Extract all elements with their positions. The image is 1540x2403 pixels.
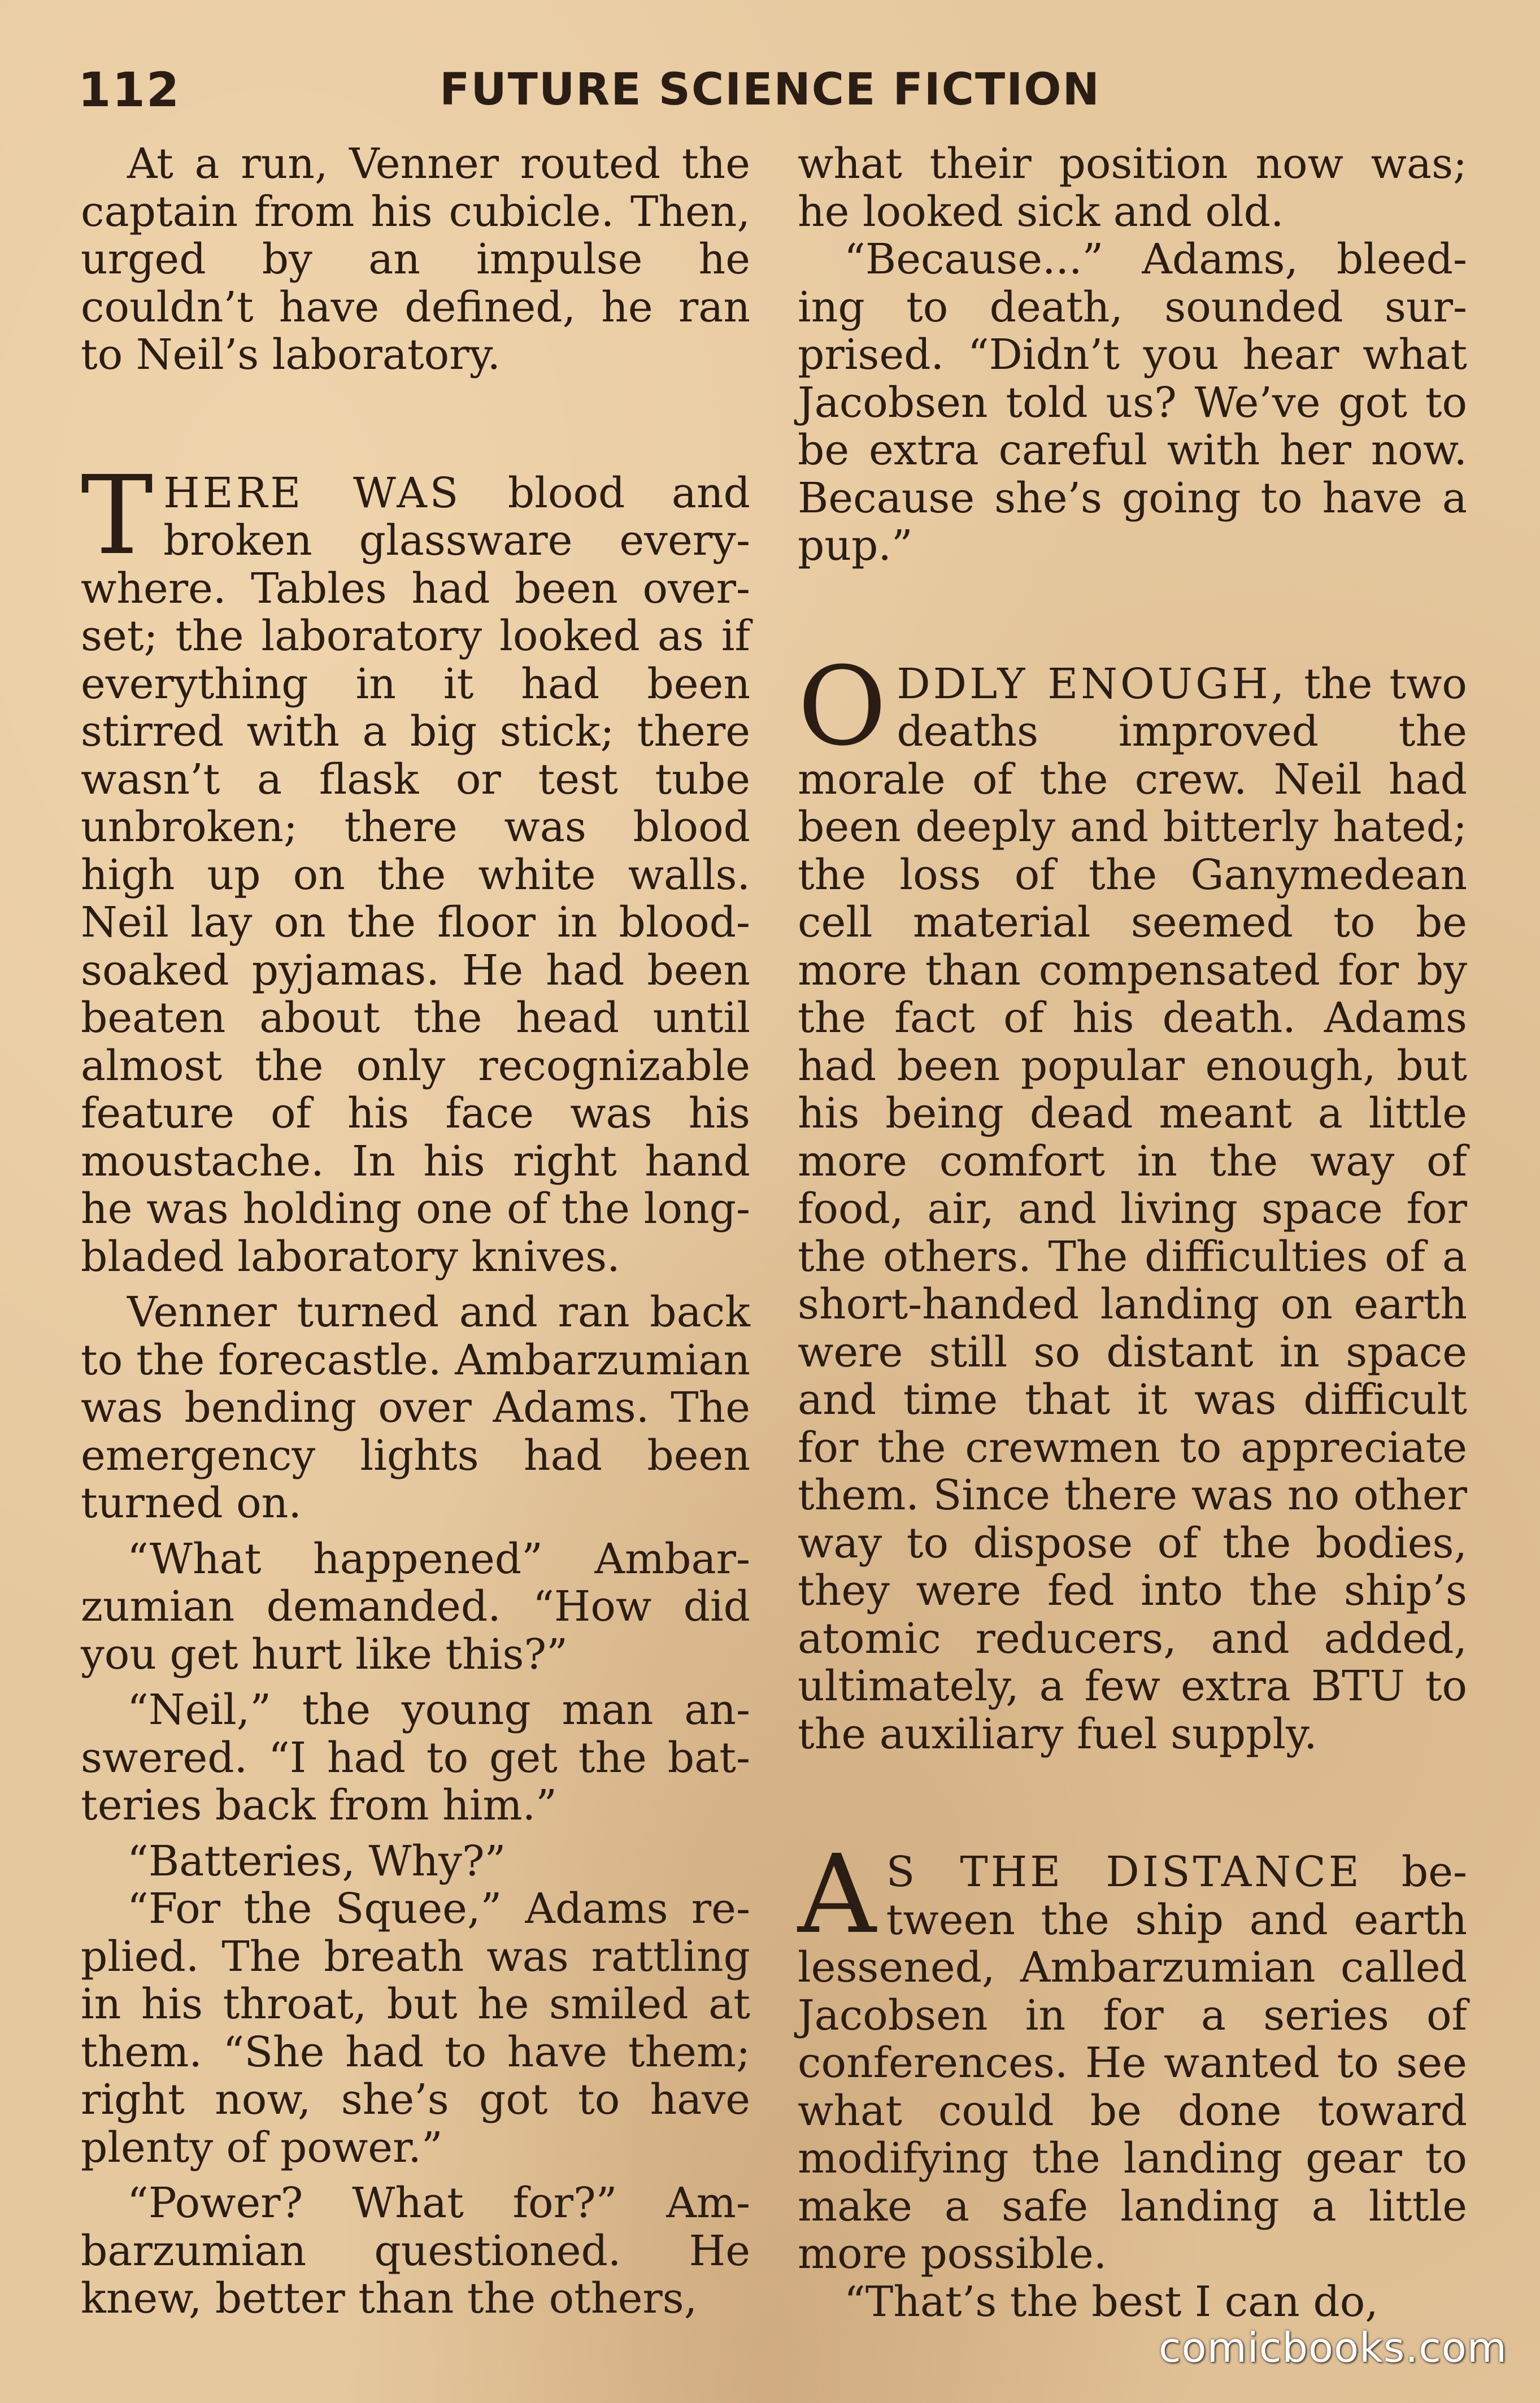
paragraph-text: the two deaths improved the morale of the crew. Neil had been deeply and bitterly hated; the loss of the Ganymedean cell material seemed to be more than compensated for by the fact of his death. Adams had been popular enough, but his being dead meant a little more comfort in the way of food, air, and living space for the others. The difficulties of a short-handed landing on earth were still so distant in space and time that it was difficult for the crewmen to appreciate them. Since there was no other way to dispose of the bodies, they were fed into the ship’s atomic reducers, and added, ultimately, a few extra BTU to the auxiliary fuel supply. xyxy=(798,659,1467,1758)
paragraph: “What happened” Ambarzumian demanded. “How did you get hurt like this?” xyxy=(81,1534,750,1679)
paragraph: “For the Squee,” Adams replied. The breath was rattling in his throat, but he smiled at them. “She had to have them; right now, she’s got to have plenty of power.” xyxy=(81,1884,750,2172)
paragraph: Venner turned and ran back to the forecastle. Ambarzumian was bending over Adams. The emergency lights had been turned on. xyxy=(81,1288,750,1527)
paragraph: At a run, Venner routed the captain from his cubicle. Then, urged by an impulse he couldn’t have defined, he ran to Neil’s laboratory. xyxy=(81,140,750,379)
paragraph: “Power? What for?” Ambarzumian questioned. He knew, better than the others, xyxy=(81,2179,750,2323)
small-caps-lead: HERE WAS xyxy=(163,468,462,517)
paragraph: “Batteries, Why?” xyxy=(127,1836,506,1886)
paragraph: what their position now was; he looked sick and old. xyxy=(798,140,1467,236)
section-paragraph xyxy=(798,643,1467,1758)
drop-cap: A xyxy=(798,1832,876,1958)
drop-cap: O xyxy=(798,643,887,770)
section-paragraph xyxy=(81,452,750,1281)
section-paragraph xyxy=(798,1832,1467,2278)
paragraph-text: blood and broken glassware everywhere. Tables had been overset; the laboratory looked as if everything in it had been stirred with a big stick; there wasn’t a flask or test tube unbroken; there was blood high up on the white walls. Neil lay on the floor in blood-soaked pyjamas. He had been beaten about the head until almost the only recognizable feature of his face was his moustache. In his right hand he was holding one of the long-bladed laboratory knives. xyxy=(81,468,750,1281)
drop-cap: T xyxy=(81,452,154,579)
paragraph: “Because...” Adams, bleeding to death, sounded surprised. “Didn’t you hear what Jacobsen told us? We’ve got to be extra careful with her now. Because she’s going to have a pup.” xyxy=(798,235,1467,570)
small-caps-lead: DDLY ENOUGH, xyxy=(897,659,1287,708)
watermark: comicbooks.com xyxy=(1158,2324,1507,2371)
page-number: 112 xyxy=(78,62,181,117)
running-head: FUTURE SCIENCE FICTION xyxy=(440,64,1100,115)
small-caps-lead: S THE DISTANCE xyxy=(886,1848,1362,1896)
left-column xyxy=(81,140,750,2323)
paragraph: “Neil,” the young man answered. “I had to get the batteries back from him.” xyxy=(81,1686,750,1830)
right-column xyxy=(798,140,1467,2326)
page-header xyxy=(78,62,1462,124)
paragraph-text: between the ship and earth lessened, Ambarzumian called Jacobsen in for a series of conferences. He wanted to see what could be done toward modifying the landing gear to make a safe landing a little more possible. xyxy=(798,1848,1467,2278)
paragraph: “That’s the best I can do, xyxy=(844,2277,1378,2326)
